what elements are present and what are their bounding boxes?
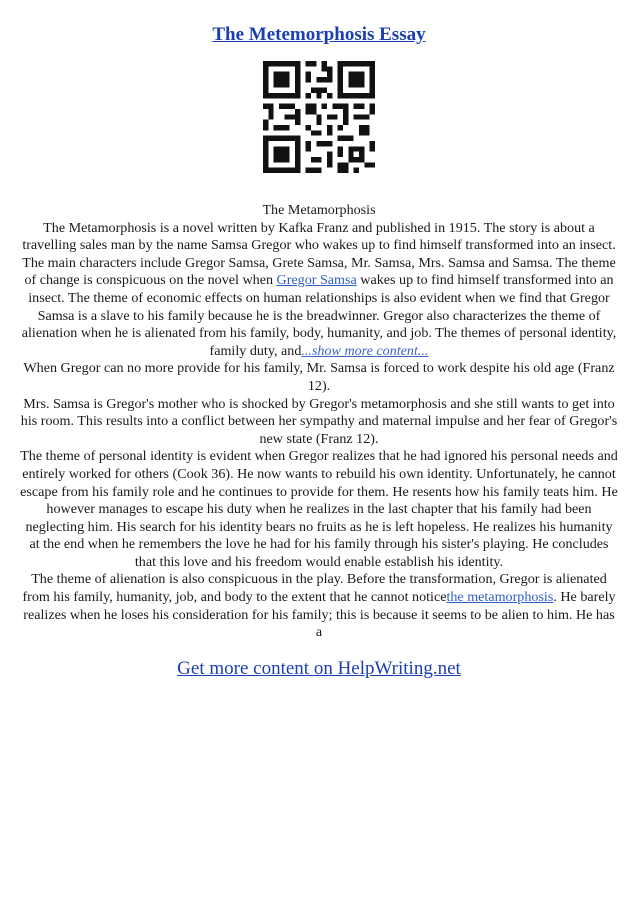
gregor-samsa-link[interactable]: Gregor Samsa: [276, 272, 357, 289]
get-more-content-link[interactable]: Get more content on HelpWriting.net: [177, 658, 461, 679]
essay-paragraph-4: The theme of personal identity is evident when Gregor realizes that he had ignored his personal needs and entirely worked for others (Cook 36). He now wants to rebuild his own identity. Unfortunately, he cannot escape from his family role and he continues to provide for them. He resents how his family teats him. He however manages to escape his duty when he realizes in the last chapter that his family had been neglecting him. His search for his identity bears no fruits as he is left hopeless. He realizes his humanity at the end when he remembers the love he had for his family through his sister's playing. He concludes that this love and his freedom would enable establish his identity.: [20, 448, 618, 570]
show-more-link[interactable]: ...show more content...: [301, 342, 429, 359]
paragraph-text: wakes up to find himself transformed into an insect. The theme of economic effects on human relationships is also evident when we find that Gregor Samsa is a slave to his family because he is the breadwinner. Gregor also characterizes the theme of alienation when he is alienated from his family, body, humanity, and job. The themes of personal identity, family duty, and: [21, 272, 617, 359]
paragraph-text: The Metamorphosis is a novel written by Kafka Franz and published in 1915. The story is about a travelling sales man by the name Samsa Gregor who wakes up to find himself transformed into an insect. The main characters include Gregor Samsa, Grete Samsa, Mr. Samsa, Mrs. Samsa and Samsa. The theme of change is conspicuous on the novel when: [22, 219, 616, 289]
essay-body: [20, 202, 618, 642]
essay-heading: The Metamorphosis: [262, 202, 376, 218]
paragraph-text: The theme of alienation is also conspicuous in the play. Before the transformation, Gregor is alienated from his family, humanity, job, and body to the extent that he cannot notice: [22, 571, 607, 606]
essay-paragraph-5: [20, 571, 618, 641]
essay-paragraph-3: Mrs. Samsa is Gregor's mother who is shocked by Gregor's metamorphosis and she still wants to get into his room. This results into a conflict between her sympathy and maternal impulse and her fear of Gregor's new state (Franz 12).: [20, 395, 618, 447]
the-metamorphosis-link[interactable]: the metamorphosis: [446, 589, 554, 606]
document-title[interactable]: The Metemorphosis Essay: [212, 24, 426, 45]
essay-paragraph-2: When Gregor can no more provide for his family, Mr. Samsa is forced to work despite his old age (Franz 12).: [23, 360, 615, 394]
paragraph-text: . He barely realizes when he loses his consideration for his family; this is because it seems to be alien to him. He has a: [23, 589, 616, 641]
essay-paragraph-1: [20, 220, 618, 361]
qr-code-icon: [263, 61, 375, 173]
